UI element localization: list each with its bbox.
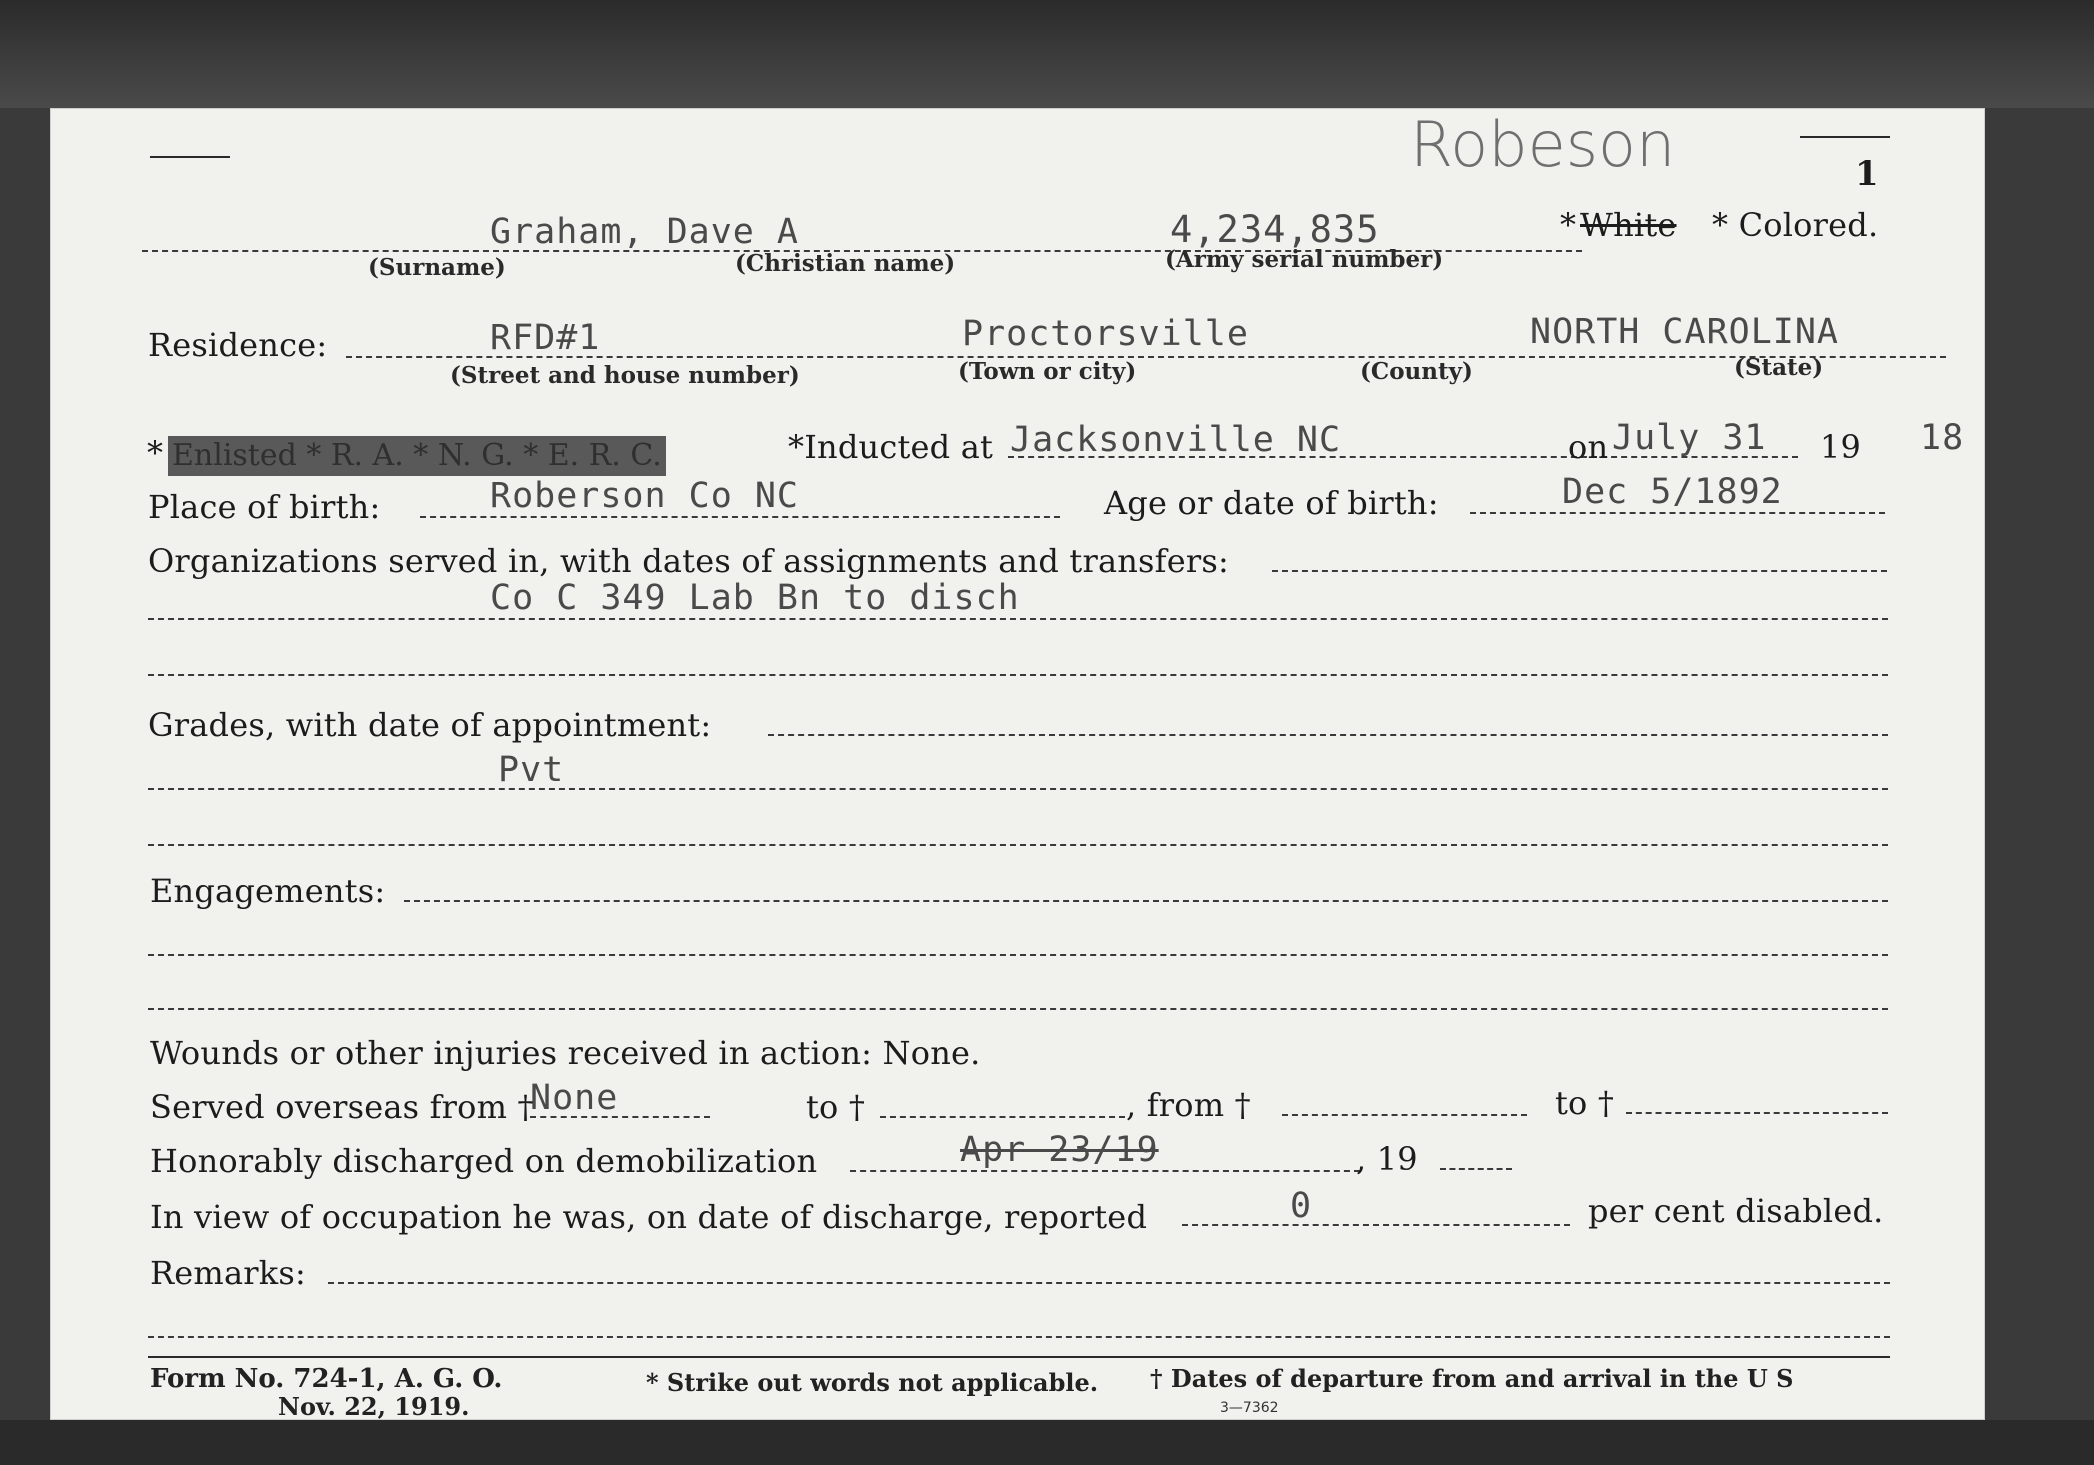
organizations-line-0: [1272, 570, 1887, 572]
name-value: Graham, Dave A: [490, 212, 800, 252]
strike-out-note: * Strike out words not applicable.: [646, 1368, 1099, 1397]
remarks-line-0: [328, 1282, 1890, 1284]
grades-line-0: [768, 734, 1888, 736]
disabled-value: 0: [1290, 1186, 1313, 1226]
birth-place-value: Roberson Co NC: [490, 476, 800, 516]
birth-date-value: Dec 5/1892: [1562, 472, 1783, 512]
disabled-label: In view of occupation he was, on date of discharge, reported: [150, 1198, 1148, 1236]
top-left-rule: [150, 156, 230, 158]
organizations-value: Co C 349 Lab Bn to disch: [490, 578, 1020, 618]
remarks-label: Remarks:: [150, 1254, 306, 1292]
label-army-serial: (Army serial number): [1165, 246, 1444, 273]
inducted-place: Jacksonville NC: [1010, 420, 1342, 460]
engagements-line-2: [148, 1008, 1888, 1010]
organizations-label: Organizations served in, with dates of assignments and transfers:: [148, 542, 1229, 580]
label-town: (Town or city): [958, 358, 1137, 385]
town-value: Proctorsville: [962, 314, 1249, 354]
discharge-label: Honorably discharged on demobilization: [150, 1142, 818, 1180]
label-state: (State): [1734, 354, 1824, 381]
county-handwritten-note: Robeson: [1410, 108, 1676, 181]
inducted-date: July 31: [1612, 418, 1767, 458]
scan-backdrop-bottom: [0, 1420, 2094, 1465]
organizations-line-2: [148, 674, 1888, 676]
label-county: (County): [1360, 358, 1473, 385]
enlisted-asterisk: *: [147, 434, 164, 472]
grades-line-2: [148, 844, 1888, 846]
birth-place-line: [420, 516, 1060, 518]
discharge-year-line: [1440, 1168, 1512, 1170]
scan-backdrop-top: [0, 0, 2094, 108]
card-number: 1: [1855, 154, 1879, 194]
organizations-line-1: [148, 618, 1888, 620]
discharge-date: Apr 23/19: [960, 1130, 1159, 1170]
race-value: * Colored.: [1712, 206, 1879, 244]
residence-label: Residence:: [148, 326, 328, 364]
state-value: NORTH CAROLINA: [1530, 312, 1840, 352]
age-line: [1470, 512, 1885, 514]
dates-note: † Dates of departure from and arrival in the U S: [1150, 1364, 1794, 1393]
birth-place-label: Place of birth:: [148, 488, 381, 526]
grades-label: Grades, with date of appointment:: [148, 706, 712, 744]
street-value: RFD#1: [490, 318, 601, 358]
engagements-label: Engagements:: [150, 872, 386, 910]
age-label: Age or date of birth:: [1104, 484, 1439, 522]
label-surname: (Surname): [368, 254, 506, 281]
year-prefix: 19: [1820, 428, 1862, 466]
race-asterisk: *: [1560, 206, 1577, 244]
engagements-line-1: [148, 954, 1888, 956]
overseas-line-1: [880, 1116, 1125, 1118]
inducted-label: *Inducted at: [788, 428, 994, 466]
form-number: Form No. 724-1, A. G. O.: [150, 1364, 503, 1394]
to-label-2: to †: [1555, 1084, 1615, 1122]
discharge-line: [850, 1170, 1360, 1172]
top-right-rule: [1800, 136, 1890, 138]
overseas-label: Served overseas from †: [150, 1088, 534, 1126]
form-date: Nov. 22, 1919.: [278, 1392, 470, 1421]
on-label: on: [1568, 428, 1609, 466]
disabled-line: [1182, 1224, 1570, 1226]
serial-value: 4,234,835: [1170, 208, 1380, 251]
disabled-suffix: per cent disabled.: [1588, 1192, 1884, 1230]
overseas-line-2: [1282, 1114, 1527, 1116]
enlisted-struck-block: Enlisted * R. A. * N. G. * E. R. C.: [168, 436, 666, 476]
footer-rule: [148, 1356, 1890, 1358]
grades-value: Pvt: [498, 750, 565, 790]
overseas-line-3: [1626, 1112, 1888, 1114]
engagements-line-0: [404, 900, 1888, 902]
label-street: (Street and house number): [450, 362, 800, 389]
overseas-value: None: [530, 1078, 619, 1118]
grades-line-1: [148, 788, 1888, 790]
remarks-line-1: [148, 1336, 1890, 1338]
to-label-1: to †: [806, 1088, 866, 1126]
year-suffix: 18: [1920, 418, 1965, 458]
print-code: 3—7362: [1220, 1400, 1279, 1416]
from-label: , from †: [1126, 1086, 1251, 1124]
race-white-struck: White: [1580, 206, 1677, 244]
label-christian-name: (Christian name): [735, 250, 956, 277]
service-record-card: [50, 108, 1985, 1420]
wounds-label: Wounds or other injuries received in action: None.: [150, 1034, 981, 1072]
discharge-year: , 19: [1356, 1140, 1418, 1178]
